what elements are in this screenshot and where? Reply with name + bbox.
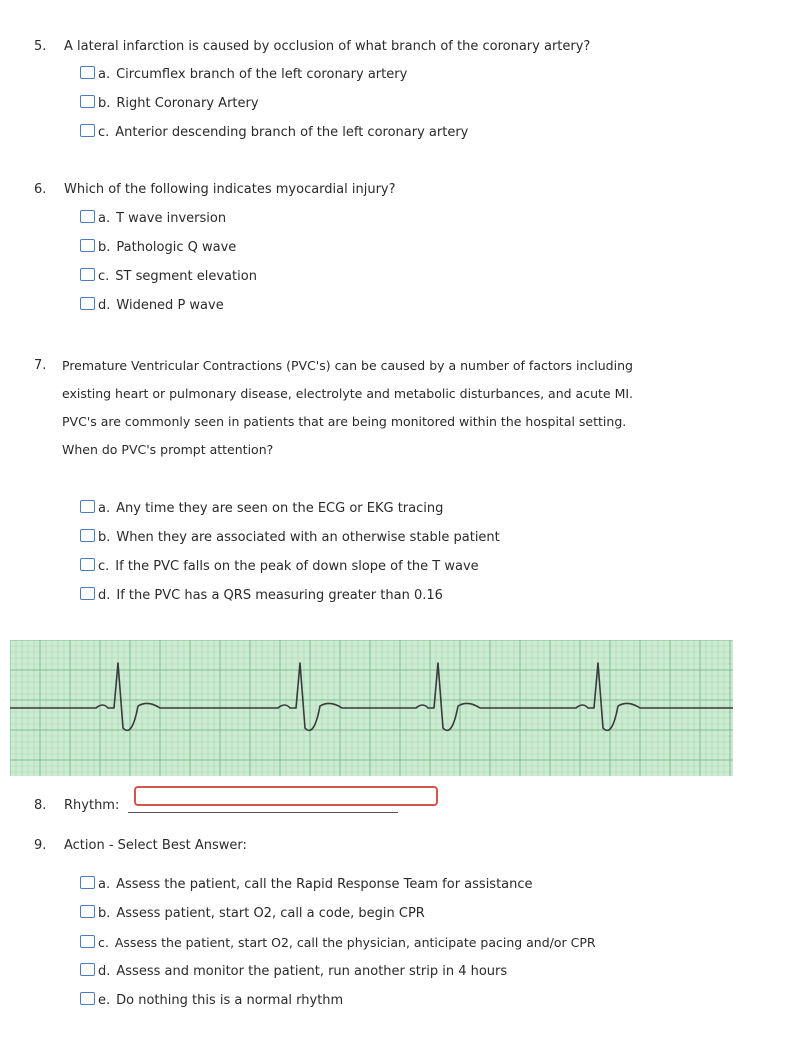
checkbox[interactable] bbox=[80, 587, 95, 600]
option-5a[interactable]: a. Circumflex branch of the left coronary artery bbox=[80, 66, 407, 84]
checkbox[interactable] bbox=[80, 935, 95, 948]
question-text: Which of the following indicates myocardial injury? bbox=[64, 182, 396, 197]
option-5c[interactable]: c. Anterior descending branch of the left coronary artery bbox=[80, 124, 468, 142]
checkbox[interactable] bbox=[80, 905, 95, 918]
checkbox[interactable] bbox=[80, 297, 95, 310]
question-7-line: PVC's are commonly seen in patients that are being monitored within the hospital setting. bbox=[62, 414, 627, 429]
question-7-text bbox=[62, 352, 782, 464]
checkbox[interactable] bbox=[80, 558, 95, 571]
question-7-line: existing heart or pulmonary disease, electrolyte and metabolic disturbances, and acute MI. bbox=[62, 386, 634, 401]
question-7-line: When do PVC's prompt attention? bbox=[62, 442, 274, 457]
option-9c[interactable]: c. Assess the patient, start O2, call the physician, anticipate pacing and/or CPR bbox=[80, 934, 596, 952]
ecg-strip bbox=[10, 640, 733, 776]
option-7b[interactable]: b. When they are associated with an otherwise stable patient bbox=[80, 529, 500, 547]
question-9 bbox=[34, 837, 774, 855]
option-9e[interactable]: e. Do nothing this is a normal rhythm bbox=[80, 992, 343, 1010]
question-5 bbox=[34, 38, 774, 56]
question-7-line: Premature Ventricular Contractions (PVC's) can be caused by a number of factors including bbox=[62, 358, 633, 373]
question-number: 5. bbox=[34, 39, 47, 54]
question-6 bbox=[34, 181, 774, 199]
option-9a[interactable]: a. Assess the patient, call the Rapid Response Team for assistance bbox=[80, 876, 533, 894]
rhythm-label: Rhythm: bbox=[64, 798, 120, 813]
checkbox[interactable] bbox=[80, 876, 95, 889]
option-5b[interactable]: b. Right Coronary Artery bbox=[80, 95, 259, 113]
option-7a[interactable]: a. Any time they are seen on the ECG or EKG tracing bbox=[80, 500, 443, 518]
option-7d[interactable]: d. If the PVC has a QRS measuring greater than 0.16 bbox=[80, 587, 443, 605]
checkbox[interactable] bbox=[80, 239, 95, 252]
rhythm-underline bbox=[128, 812, 398, 813]
checkbox[interactable] bbox=[80, 95, 95, 108]
checkbox[interactable] bbox=[80, 124, 95, 137]
option-6d[interactable]: d. Widened P wave bbox=[80, 297, 224, 315]
question-text: Action - Select Best Answer: bbox=[64, 838, 247, 853]
checkbox[interactable] bbox=[80, 268, 95, 281]
checkbox[interactable] bbox=[80, 529, 95, 542]
option-6b[interactable]: b. Pathologic Q wave bbox=[80, 239, 236, 257]
option-6a[interactable]: a. T wave inversion bbox=[80, 210, 226, 228]
checkbox[interactable] bbox=[80, 963, 95, 976]
checkbox[interactable] bbox=[80, 66, 95, 79]
checkbox[interactable] bbox=[80, 500, 95, 513]
question-number: 7. bbox=[34, 358, 47, 373]
rhythm-input[interactable] bbox=[134, 786, 438, 806]
option-9b[interactable]: b. Assess patient, start O2, call a code, begin CPR bbox=[80, 905, 425, 923]
option-9d[interactable]: d. Assess and monitor the patient, run another strip in 4 hours bbox=[80, 963, 507, 981]
checkbox[interactable] bbox=[80, 992, 95, 1005]
checkbox[interactable] bbox=[80, 210, 95, 223]
question-number: 9. bbox=[34, 838, 47, 853]
question-text: A lateral infarction is caused by occlusion of what branch of the coronary artery? bbox=[64, 39, 591, 54]
option-6c[interactable]: c. ST segment elevation bbox=[80, 268, 257, 286]
question-number: 8. bbox=[34, 798, 47, 813]
question-number: 6. bbox=[34, 182, 47, 197]
option-7c[interactable]: c. If the PVC falls on the peak of down slope of the T wave bbox=[80, 558, 479, 576]
